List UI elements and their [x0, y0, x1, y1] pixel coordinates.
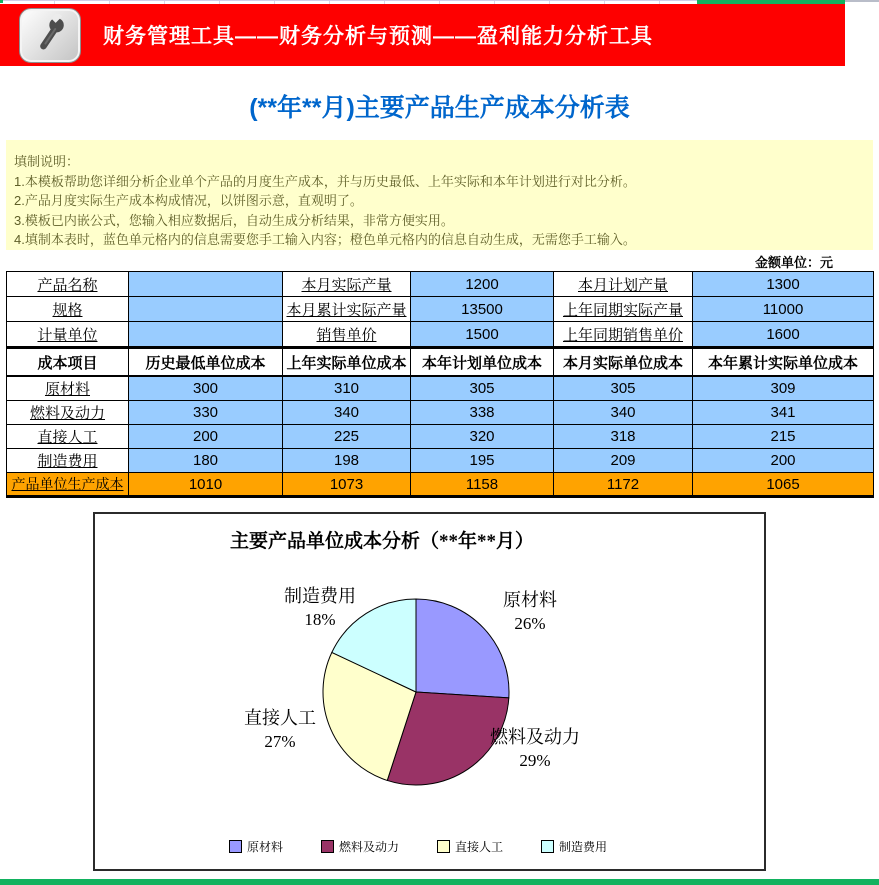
input-cell[interactable]: 225	[283, 425, 411, 449]
spec-input[interactable]	[129, 297, 283, 322]
input-cell[interactable]: 330	[129, 401, 283, 425]
table-row	[7, 376, 874, 401]
total-row	[7, 473, 874, 497]
header-historical-low: 历史最低单位成本	[129, 348, 283, 377]
banner-title: 财务管理工具——财务分析与预测——盈利能力分析工具	[103, 25, 653, 48]
cost-analysis-table	[6, 271, 874, 498]
cost-pie-chart[interactable]	[93, 512, 766, 871]
wrench-icon	[19, 8, 81, 63]
input-cell[interactable]: 305	[554, 376, 693, 401]
label-month-actual-output: 本月实际产量	[283, 272, 411, 297]
corner-green-mark	[0, 0, 3, 3]
input-cell[interactable]: 340	[283, 401, 411, 425]
instruction-line: 1.本模板帮助您详细分析企业单个产品的月度生产成本，并与历史最低、上年实际和本年计划进行对比分析。	[14, 173, 636, 189]
month-planned-output-input[interactable]: 1300	[693, 272, 874, 297]
pie-label-percent: 26%	[514, 614, 546, 633]
label-cumulative-actual-output: 本月累计实际产量	[283, 297, 411, 322]
header-last-year-actual: 上年实际单位成本	[283, 348, 411, 377]
auto-cell: 1158	[411, 473, 554, 497]
legend-swatch	[437, 840, 450, 853]
pie-chart-svg[interactable]	[95, 514, 764, 869]
chart-title: 主要产品单位成本分析（**年**月）	[229, 531, 534, 552]
last-year-actual-output-input[interactable]: 11000	[693, 297, 874, 322]
row-label-raw-material: 原材料	[7, 376, 129, 401]
unit-note: 金额单位：元	[754, 255, 833, 270]
input-cell[interactable]: 300	[129, 376, 283, 401]
label-last-year-sale-price: 上年同期销售单价	[554, 322, 693, 348]
auto-cell: 1010	[129, 473, 283, 497]
input-cell[interactable]: 180	[129, 449, 283, 473]
pie-label-manufacturing	[245, 584, 395, 632]
pie-label-percent: 27%	[264, 732, 296, 751]
unit-input[interactable]	[129, 322, 283, 348]
input-cell[interactable]: 338	[411, 401, 554, 425]
legend-item[interactable]	[541, 838, 607, 855]
input-cell[interactable]: 320	[411, 425, 554, 449]
instructions-heading: 填制说明：	[14, 154, 80, 169]
sale-price-input[interactable]: 1500	[411, 322, 554, 348]
table-row	[7, 449, 874, 473]
last-year-sale-price-input[interactable]: 1600	[693, 322, 874, 348]
row-label-fuel-power: 燃料及动力	[7, 401, 129, 425]
table-row	[7, 297, 874, 322]
label-last-year-actual-output: 上年同期实际产量	[554, 297, 693, 322]
legend-swatch	[541, 840, 554, 853]
legend-label: 直接人工	[455, 840, 504, 854]
pie-label-fuel-power	[440, 725, 630, 773]
table-row	[7, 401, 874, 425]
pie-label-percent: 18%	[304, 610, 336, 629]
auto-cell: 1073	[283, 473, 411, 497]
row-label-product-name: 产品名称	[7, 272, 129, 297]
pie-label-name: 原材料	[503, 590, 557, 610]
row-label-manufacturing-cost: 制造费用	[7, 449, 129, 473]
header-ytd-actual: 本年累计实际单位成本	[693, 348, 874, 377]
input-cell[interactable]: 198	[283, 449, 411, 473]
header-cost-item: 成本项目	[7, 348, 129, 377]
row-label-unit-production-cost: 产品单位生产成本	[7, 473, 129, 497]
header-this-year-plan: 本年计划单位成本	[411, 348, 554, 377]
pie-label-name: 直接人工	[244, 708, 316, 728]
auto-cell: 1172	[554, 473, 693, 497]
row-label-unit: 计量单位	[7, 322, 129, 348]
table-row	[7, 272, 874, 297]
header-this-month-actual: 本月实际单位成本	[554, 348, 693, 377]
input-cell[interactable]: 310	[283, 376, 411, 401]
input-cell[interactable]: 209	[554, 449, 693, 473]
legend-label: 原材料	[246, 840, 283, 854]
table-row	[7, 322, 874, 348]
table-header-row	[7, 348, 874, 377]
instruction-line: 3.模板已内嵌公式，您输入相应数据后，自动生成分析结果，非常方便实用。	[14, 212, 454, 228]
bottom-green-bar	[0, 879, 879, 885]
label-sale-price: 销售单价	[283, 322, 411, 348]
gray-strip-segment	[845, 0, 879, 2]
legend-label: 制造费用	[559, 840, 608, 854]
page-title: (**年**月)主要产品生产成本分析表	[249, 94, 630, 122]
input-cell[interactable]: 200	[129, 425, 283, 449]
chart-legend	[95, 838, 741, 855]
label-month-planned-output: 本月计划产量	[554, 272, 693, 297]
legend-swatch	[321, 840, 334, 853]
pie-label-name: 制造费用	[284, 586, 356, 606]
row-label-spec: 规格	[7, 297, 129, 322]
row-label-direct-labor: 直接人工	[7, 425, 129, 449]
legend-item[interactable]	[321, 838, 399, 855]
pie-label-percent: 29%	[519, 751, 551, 770]
legend-label: 燃料及动力	[338, 840, 399, 854]
app-banner	[0, 4, 845, 66]
product-name-input[interactable]	[129, 272, 283, 297]
input-cell[interactable]: 340	[554, 401, 693, 425]
pie-label-name: 燃料及动力	[490, 727, 580, 747]
instructions-panel	[6, 140, 873, 250]
input-cell[interactable]: 195	[411, 449, 554, 473]
instruction-line: 4.填制本表时，蓝色单元格内的信息需要您手工输入内容；橙色单元格内的信息自动生成，无需您手工输入。	[14, 232, 636, 247]
pie-label-raw-material	[455, 588, 605, 636]
pie-label-direct-labor	[205, 706, 355, 754]
input-cell[interactable]: 341	[693, 401, 874, 425]
instruction-line: 2.产品月度实际生产成本构成情况，以饼图示意，直观明了。	[14, 193, 363, 208]
auto-cell: 1065	[693, 473, 874, 497]
input-cell[interactable]: 305	[411, 376, 554, 401]
input-cell[interactable]: 215	[693, 425, 874, 449]
month-actual-output-input[interactable]: 1200	[411, 272, 554, 297]
legend-item[interactable]	[229, 838, 283, 855]
input-cell[interactable]: 200	[693, 449, 874, 473]
input-cell[interactable]: 309	[693, 376, 874, 401]
table-row	[7, 425, 874, 449]
cumulative-actual-output-input[interactable]: 13500	[411, 297, 554, 322]
input-cell[interactable]: 318	[554, 425, 693, 449]
legend-swatch	[229, 840, 242, 853]
legend-item[interactable]	[437, 838, 503, 855]
